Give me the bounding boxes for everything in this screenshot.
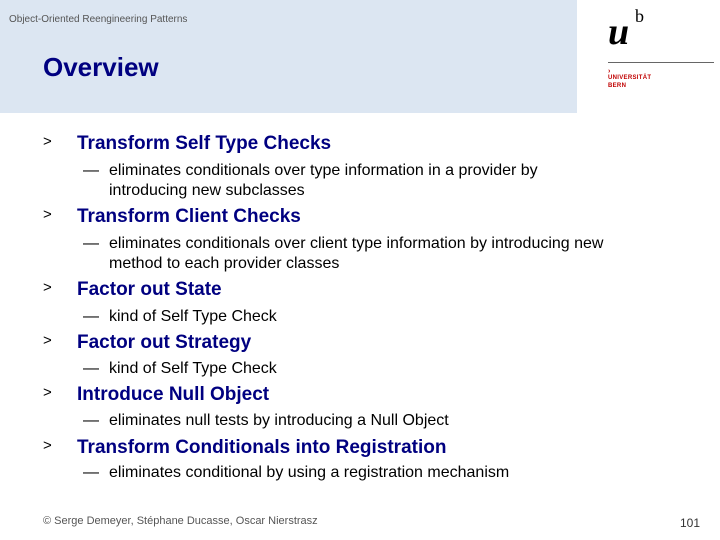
logo-mark: ›: [608, 68, 611, 75]
item-title: Factor out Strategy: [77, 332, 252, 353]
sub-dash: —: [83, 412, 99, 429]
item-description: [83, 307, 683, 327]
slide-title: Overview: [43, 52, 159, 82]
logo-b: b: [635, 6, 644, 26]
bullet-marker: >: [43, 332, 52, 349]
sub-dash: —: [83, 360, 99, 377]
course-title: Object-Oriented Reengineering Patterns: [9, 14, 188, 25]
sub-dash: —: [83, 308, 99, 325]
item-title: Factor out State: [77, 279, 222, 300]
header-band: [0, 0, 577, 113]
item-description: [83, 161, 683, 201]
university-logo: [606, 6, 716, 96]
logo-u: u: [608, 11, 630, 53]
bullet-marker: >: [43, 437, 52, 454]
logo-divider: [608, 62, 714, 63]
logo-text-line2: BERN: [608, 83, 627, 89]
item-title: Transform Self Type Checks: [77, 133, 332, 154]
item-description: [83, 234, 683, 274]
footer-copyright: © Serge Demeyer, Stéphane Ducasse, Oscar Nierstrasz: [43, 515, 318, 527]
sub-dash: —: [83, 235, 99, 252]
sub-dash: —: [83, 162, 99, 179]
bullet-marker: >: [43, 206, 52, 223]
item-description: [83, 411, 683, 431]
page-number: 101: [679, 516, 700, 530]
item-title: Transform Conditionals into Registration: [77, 437, 447, 458]
bullet-marker: >: [43, 384, 52, 401]
item-description-line2: introducing new subclasses: [109, 182, 305, 199]
item-title: Transform Client Checks: [77, 206, 301, 227]
item-description: [83, 463, 683, 483]
logo-text: [608, 74, 651, 90]
item-description-line1: eliminates conditionals over type information in a provider by: [109, 162, 538, 179]
item-description-line2: method to each provider classes: [109, 255, 340, 272]
item-description-line1: kind of Self Type Check: [109, 360, 277, 377]
item-title: Introduce Null Object: [77, 384, 270, 405]
sub-dash: —: [83, 464, 99, 481]
item-description-line1: eliminates null tests by introducing a Null Object: [109, 412, 449, 429]
item-description-line1: eliminates conditionals over client type information by introducing new: [109, 235, 604, 252]
item-description-line1: kind of Self Type Check: [109, 308, 277, 325]
bullet-marker: >: [43, 133, 52, 150]
bullet-marker: >: [43, 279, 52, 296]
item-description-line1: eliminates conditional by using a registration mechanism: [109, 464, 510, 481]
item-description: [83, 359, 683, 379]
logo-text-line1: UNIVERSITÄT: [608, 75, 652, 81]
